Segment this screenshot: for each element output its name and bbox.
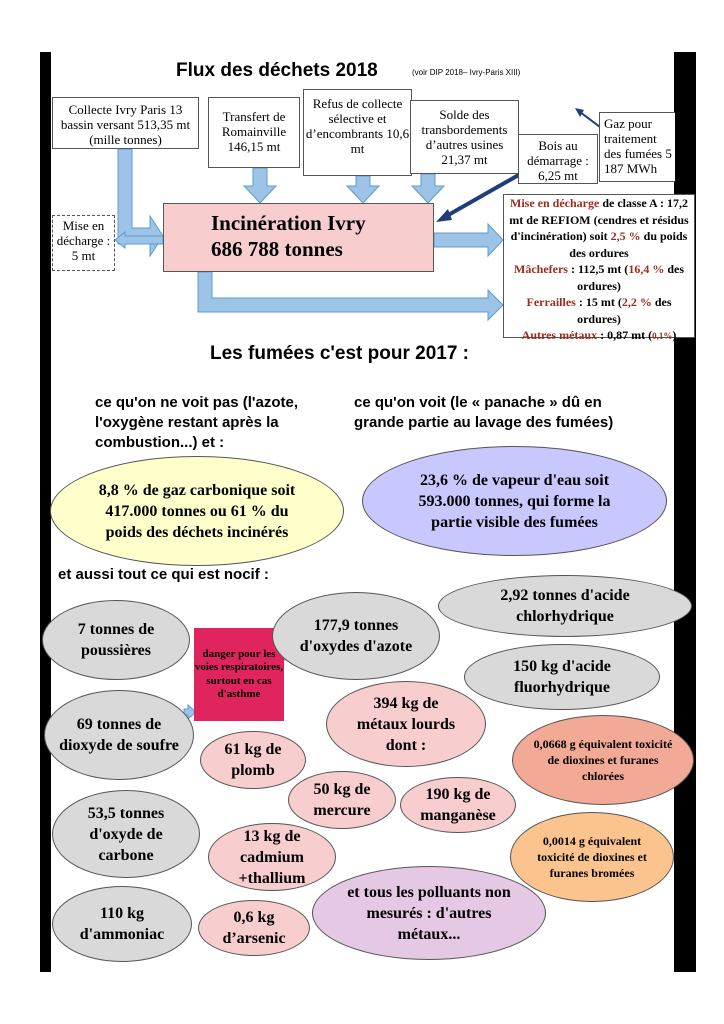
arrow-output-right [434, 224, 503, 256]
incineration-tonnage: 686 788 tonnes [211, 237, 343, 261]
ellipse-arsenic: 0,6 kg d’arsenic [198, 900, 310, 956]
output-box [503, 194, 695, 342]
arrow-bois [436, 209, 452, 222]
mise-label: Mise en décharge [510, 196, 600, 210]
autres-label: Autres métaux [521, 328, 598, 342]
arrow-gaz [575, 108, 584, 117]
ellipse-plomb: 61 kg de plomb [200, 731, 306, 789]
ellipse-nox: 177,9 tonnes d'oxydes d'azote [272, 592, 440, 680]
input-solde: Solde des transbordements d’autres usines 21,37 mt [410, 100, 519, 174]
ellipse-hcl: 2,92 tonnes d'acide chlorhydrique [438, 575, 692, 637]
arrow-solde [412, 174, 444, 203]
ellipse-so2: 69 tonnes de dioxyde de soufre [44, 690, 194, 780]
danger-box: danger pour les voies respiratoires, surtout en cas d'asthme [194, 628, 284, 721]
incineration-title: Incinération Ivry [211, 211, 366, 235]
nocif-heading: et aussi tout ce qui est nocif : [58, 566, 269, 583]
ellipse-poussieres: 7 tonnes de poussières [42, 600, 190, 680]
machefers-pct: 16,4 % [628, 262, 665, 276]
autres-pct: 0,1% [652, 331, 673, 341]
ellipse-mercure: 50 kg de mercure [288, 771, 396, 829]
autres-tail: ) [672, 328, 677, 342]
machefers-label: Mâchefers [514, 262, 568, 276]
ellipse-hf: 150 kg d'acide fluorhydrique [464, 644, 660, 710]
page-subtitle: (voir DIP 2018– Ivry-Paris XIII) [412, 68, 521, 77]
mise-text: de classe A : 17,2 mt de REFIOM (cendres et résidus d'incinération) soit [509, 196, 689, 243]
input-collecte: Collecte Ivry Paris 13 bassin versant 513,35 mt (mille tonnes) [52, 97, 199, 149]
mise-en-decharge-gauche: Mise en décharge : 5 mt [52, 215, 115, 271]
ferrailles-label: Ferrailles [526, 295, 576, 309]
visible-heading: ce qu'on voit (le « panache » dû en grande partie au lavage des fumées) [354, 394, 614, 431]
input-bois: Bois au démarrage : 6,25 mt [518, 134, 598, 184]
ferrailles-text: : 15 mt ( [575, 295, 622, 309]
arrow-output-bottom [198, 272, 503, 320]
machefers-tail: des ordures) [577, 262, 684, 293]
ellipse-cadmium: 13 kg de cadmium +thallium [208, 823, 336, 891]
autres-text: : 0,87 mt ( [597, 328, 653, 342]
ellipse-autres-polluants: et tous les polluants non mesurés : d'autres métaux... [312, 866, 546, 960]
ellipse-metaux-lourds: 394 kg de métaux lourds dont : [326, 681, 486, 767]
ferrailles-pct: 2,2 % [621, 295, 652, 309]
co2-ellipse: 8,8 % de gaz carbonique soit 417.000 tonnes ou 61 % du poids des déchets incinérés [50, 456, 344, 566]
invisible-heading: ce qu'on ne voit pas (l'azote, l'oxygène restant après la combustion...) et : [95, 394, 298, 451]
arrow-refus [347, 176, 379, 203]
mise-text-tail: du poids des ordures [569, 229, 688, 260]
input-gaz: Gaz pour traitement des fumées 5 187 MWh [599, 112, 675, 182]
page-title: Flux des déchets 2018 [176, 60, 378, 81]
arrow-transfert [244, 168, 276, 203]
input-refus: Refus de collecte sélective et d’encombrants 10,6 mt [303, 89, 412, 176]
fumees-title: Les fumées c'est pour 2017 : [210, 343, 470, 364]
ellipse-dioxines-chlorees: 0,0668 g équivalent toxicité de dioxines et furanes chlorées [512, 715, 694, 805]
machefers-text: : 112,5 mt ( [567, 262, 629, 276]
ellipse-dioxines-bromees: 0,0014 g équivalent toxicité de dioxines et furanes bromées [510, 812, 674, 902]
input-transfert: Transfert de Romainville 146,15 mt [208, 97, 300, 168]
mise-pct: 2,5 % [610, 229, 641, 243]
ellipse-ammoniac: 110 kg d'ammoniac [52, 886, 192, 962]
ferrailles-tail: des ordures) [577, 295, 672, 326]
vapeur-ellipse: 23,6 % de vapeur d'eau soit 593.000 tonnes, qui forme la partie visible des fumées [362, 446, 667, 556]
incineration-box [163, 203, 434, 272]
ellipse-manganese: 190 kg de manganèse [400, 777, 516, 833]
ellipse-co: 53,5 tonnes d'oxyde de carbone [52, 790, 200, 878]
